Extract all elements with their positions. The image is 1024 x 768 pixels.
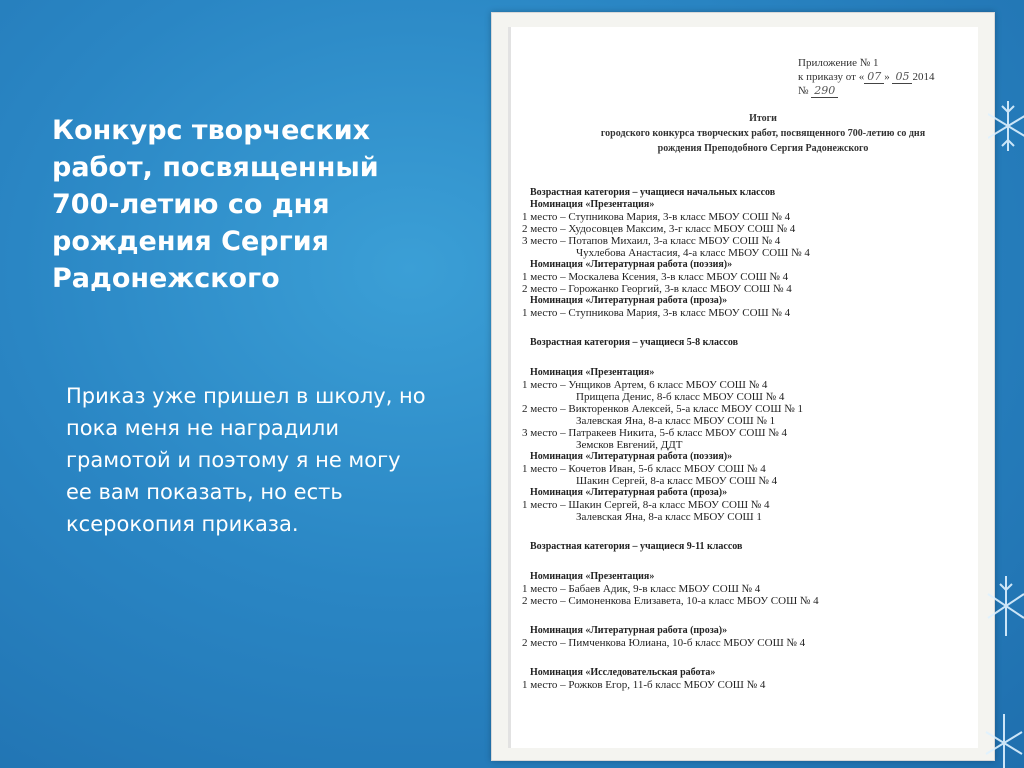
results-entry-line: 1 место – Шакин Сергей, 8-а класс МБОУ СОШ № 4 [522,499,770,511]
results-heading-line: Номинация «Литературная работа (проза)» [530,625,728,636]
results-heading-line: Номинация «Литературная работа (поэзия)» [530,451,733,462]
results-entry-line: 2 место – Викторенков Алексей, 5-а класс МБОУ СОШ № 1 [522,403,803,415]
appendix-mid: » [884,71,893,83]
results-heading-line: Номинация «Презентация» [530,571,655,582]
appendix-month: 05 [892,70,912,84]
slide-body-text: Приказ уже пришел в школу, но пока меня не наградили грамотой и поэтому я не могу ее вам показать, но есть ксерокопия приказа. [66,384,426,536]
results-entry-line: 2 место – Симоненкова Елизавета, 10-а класс МБОУ СОШ № 4 [522,595,819,607]
results-entry-line: Чухлебова Анастасия, 4-а класс МБОУ СОШ № 4 [576,247,810,259]
results-entry-line: 1 место – Ступникова Мария, 3-в класс МБОУ СОШ № 4 [522,211,791,223]
heading-line-2: городского конкурса творческих работ, посвященного 700-летию со дня [600,128,926,139]
results-entry-line: Земсков Евгений, ДДТ [576,439,683,451]
appendix-number: 290 [811,84,838,98]
results-entry-line: 2 место – Пимченкова Юлиана, 10-б класс МБОУ СОШ № 4 [522,637,806,649]
results-entry-line: 1 место – Ступникова Мария, 3-в класс МБОУ СОШ № 4 [522,307,791,319]
document-scan [508,27,978,748]
appendix-line-3 [798,84,934,98]
document-scan-frame [491,12,995,761]
results-entry-line: Залевская Яна, 8-а класс МБОУ СОШ 1 [576,511,762,523]
results-entry-line: 2 место – Худосовцев Максим, 3-г класс МБОУ СОШ № 4 [522,223,796,235]
results-heading-line: Номинация «Презентация» [530,199,655,210]
results-heading-line: Номинация «Литературная работа (проза)» [530,295,728,306]
appendix-line-2 [798,70,934,84]
heading-line-3: рождения Преподобного Сергия Радонежского [657,143,869,154]
results-entry-line: 1 место – Рожков Егор, 11-б класс МБОУ СОШ № 4 [522,679,766,691]
appendix-line-1: Приложение № 1 [798,57,879,69]
results-heading-line: Возрастная категория – учащиеся 5-8 классов [530,337,738,348]
results-heading-line: Номинация «Презентация» [530,367,655,378]
results-entry-line: 3 место – Потапов Михаил, 3-а класс МБОУ СОШ № 4 [522,235,781,247]
document-heading [548,111,978,156]
slide-title: Конкурс творческих работ, посвященный 700-летию со дня рождения Сергия Радонежского [52,115,379,294]
appendix-year: 2014 [912,71,935,83]
heading-line-1: Итоги [749,113,777,124]
results-entry-line: Залевская Яна, 8-а класс МБОУ СОШ № 1 [576,415,776,427]
results-heading-line: Номинация «Литературная работа (проза)» [530,487,728,498]
results-entry-line: 1 место – Унщиков Артем, 6 класс МБОУ СОШ № 4 [522,379,768,391]
appendix-number-sign: № [798,85,809,97]
results-entry-line: 2 место – Горожанко Георгий, 3-в класс МБОУ СОШ № 4 [522,283,792,295]
results-heading-line: Возрастная категория – учащиеся начальных классов [530,187,776,198]
results-entry-line: 1 место – Кочетов Иван, 5-б класс МБОУ СОШ № 4 [522,463,766,475]
results-entry-line: Прищепа Денис, 8-б класс МБОУ СОШ № 4 [576,391,785,403]
appendix-block [798,57,934,98]
results-heading-line: Возрастная категория – учащиеся 9-11 классов [530,541,743,552]
results-entry-line: 1 место – Бабаев Адик, 9-в класс МБОУ СОШ № 4 [522,583,761,595]
snowflake-icon [988,96,1024,156]
results-heading-line: Номинация «Литературная работа (поэзия)» [530,259,733,270]
results-entry-line: 1 место – Москалева Ксения, 3-в класс МБОУ СОШ № 4 [522,271,789,283]
results-heading-line: Номинация «Исследовательская работа» [530,667,716,678]
snowflake-icon [984,710,1024,768]
results-entry-line: Шакин Сергей, 8-а класс МБОУ СОШ № 4 [576,475,778,487]
snowflake-icon [986,576,1024,636]
results-entry-line: 3 место – Патракеев Никита, 5-б класс МБОУ СОШ № 4 [522,427,787,439]
appendix-prefix: к приказу от « [798,71,865,83]
appendix-day: 07 [864,70,884,84]
scan-edge-shadow [508,27,511,748]
